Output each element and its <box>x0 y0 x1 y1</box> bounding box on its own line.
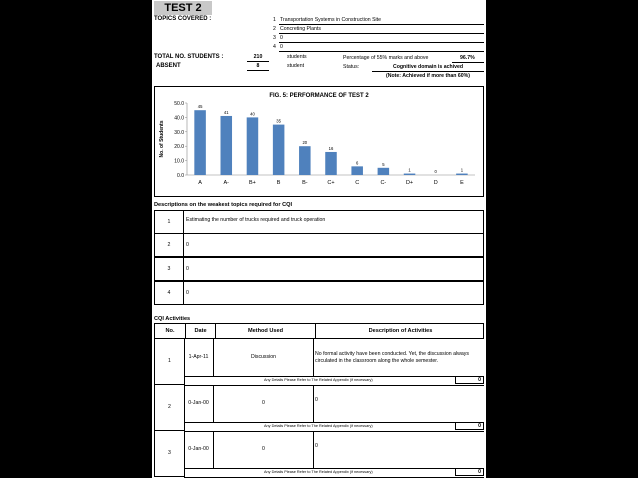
x-tick-label: E <box>460 180 464 186</box>
bar-B <box>273 125 285 175</box>
cqi-row-number: 3 <box>154 431 185 477</box>
topic-text: Concreting Plants <box>280 26 321 32</box>
cqi-row-divider <box>184 468 484 469</box>
absent-unit: student <box>287 63 305 69</box>
cqi-row-method: 0 <box>214 431 314 469</box>
bar-B- <box>299 146 311 175</box>
cqi-row-date: 1-Apr-11 <box>184 339 214 377</box>
bar-value-label: 20 <box>302 140 308 146</box>
achievement-note: (Note: Achieved if more than 60%) <box>386 73 470 79</box>
cqi-row-description: No formal activity have been conducted. Yet, the discussion always circulated in the classroom along the whole semester. <box>315 351 469 364</box>
appendix-note: Any Details Please Refer to The Related Appendix (if necessary) <box>264 470 373 474</box>
x-tick-label: C <box>355 180 360 186</box>
topic-text: 0 <box>280 44 283 50</box>
bar-value-label: 45 <box>197 104 203 110</box>
bar-A <box>194 110 206 175</box>
topic-underline <box>279 24 484 25</box>
total-students-unit: students <box>287 54 307 60</box>
performance-chart <box>155 87 483 196</box>
chart-title: FIG. 5: PERFORMANCE OF TEST 2 <box>269 93 369 99</box>
status-label: Status: <box>343 64 360 70</box>
cqi-col-desc: Description of Activities <box>315 324 485 338</box>
bar-B+ <box>247 117 259 175</box>
y-tick-label: 40.0 <box>174 115 184 122</box>
chart-frame <box>154 86 484 197</box>
absent-value: 8 <box>256 63 260 69</box>
weak-topic-text: 0 <box>186 242 189 249</box>
cqi-row-description: 0 <box>315 397 318 403</box>
pct-value: 96.7% <box>460 55 475 61</box>
cqi-column-headers <box>154 323 484 339</box>
weak-topic-number: 2 <box>155 234 184 256</box>
weak-topic-number: 4 <box>155 282 184 304</box>
bar-A- <box>221 116 233 175</box>
cqi-row-divider <box>184 422 484 423</box>
topic-number: 2 <box>273 26 276 32</box>
y-tick-label: 50.0 <box>174 101 184 107</box>
bar-value-label: 6 <box>356 160 359 166</box>
appendix-value: 0 <box>455 468 484 476</box>
topic-underline <box>279 42 484 43</box>
pct-label: Percentage of 55% marks and above <box>343 55 429 61</box>
status-value: Cognitive domain is achived <box>392 64 464 70</box>
cqi-row-method: Discussion <box>214 339 314 377</box>
weak-topic-number: 3 <box>155 258 184 280</box>
x-tick-label: C+ <box>327 180 335 186</box>
cqi-row-divider <box>184 376 484 377</box>
bar-C <box>351 166 363 175</box>
y-tick-label: 20.0 <box>174 144 184 151</box>
x-tick-label: D+ <box>405 180 414 186</box>
bar-value-label: 5 <box>382 161 385 167</box>
total-students-value: 210 <box>253 54 263 60</box>
bar-value-label: 1 <box>408 167 411 173</box>
cqi-col-no: No. <box>165 328 175 334</box>
absent-label: ABSENT <box>156 63 181 69</box>
y-tick-label: 10.0 <box>174 158 184 165</box>
bar-C+ <box>325 152 337 175</box>
bar-D+ <box>404 174 416 175</box>
cqi-row <box>154 431 484 477</box>
weak-topics-header: Descriptions on the weakest topics required for CQI <box>154 202 293 208</box>
appendix-note: Any Details Please Refer to The Related Appendix (if necessary) <box>264 378 373 382</box>
bar-value-label: 1 <box>460 167 464 173</box>
cqi-col-date: Date <box>185 324 215 338</box>
bar-C- <box>378 168 390 175</box>
y-tick-label: 30.0 <box>174 129 184 136</box>
topic-text: 0 <box>280 35 283 41</box>
chart-y-axis-label: No. of Students <box>159 120 165 158</box>
bar-value-label: 0 <box>434 169 437 174</box>
bar-value-label: 41 <box>223 109 229 115</box>
x-tick-label: B- <box>302 180 308 186</box>
weak-topic-text: 0 <box>186 266 189 273</box>
appendix-note: Any Details Please Refer to The Related Appendix (if necessary) <box>264 424 373 428</box>
appendix-value: 0 <box>455 376 484 384</box>
cqi-header: CQI Activities <box>154 316 191 322</box>
bar-value-label: 16 <box>328 145 334 151</box>
cqi-row-method: 0 <box>214 385 314 423</box>
cqi-row <box>154 385 484 431</box>
total-students-label: TOTAL NO. STUDENTS : <box>154 54 224 60</box>
weak-topic-row <box>154 257 484 281</box>
cqi-row <box>154 339 484 385</box>
cqi-row-number: 1 <box>154 339 185 385</box>
topic-number: 4 <box>273 44 276 50</box>
topics-label: TOPICS COVERED : <box>154 16 212 22</box>
cqi-col-method: Method Used <box>215 324 315 338</box>
weak-topic-number: 1 <box>155 211 184 233</box>
cqi-row-date: 0-Jan-00 <box>184 385 214 423</box>
weak-topic-row <box>154 233 484 257</box>
x-tick-label: D <box>433 180 438 186</box>
x-tick-label: B+ <box>249 180 256 186</box>
appendix-value: 0 <box>455 422 484 430</box>
topic-underline <box>279 33 484 34</box>
cqi-row-number: 2 <box>154 385 185 431</box>
x-tick-label: C- <box>380 180 387 186</box>
cqi-row-date: 0-Jan-00 <box>184 431 214 469</box>
topic-text: Transportation Systems in Construction Site <box>280 17 382 23</box>
report-title: TEST 2 <box>154 1 212 15</box>
bar-value-label: 35 <box>276 118 281 124</box>
weak-topic-row <box>154 210 484 234</box>
weak-topic-row <box>154 281 484 305</box>
bar-value-label: 40 <box>250 111 255 117</box>
topic-number: 1 <box>273 17 276 23</box>
x-tick-label: A <box>198 180 202 186</box>
x-tick-label: B <box>276 180 281 186</box>
x-tick-label: A- <box>223 180 230 186</box>
weak-topic-text: 0 <box>186 290 189 297</box>
y-tick-label: 0.0 <box>177 173 184 179</box>
topic-number: 3 <box>273 35 276 41</box>
bar-E <box>456 174 468 175</box>
report-sheet <box>152 0 486 478</box>
topic-underline <box>279 51 484 52</box>
weak-topic-text: Estimating the number of trucks required and truck operation <box>186 217 326 223</box>
cqi-row-description: 0 <box>315 443 318 449</box>
